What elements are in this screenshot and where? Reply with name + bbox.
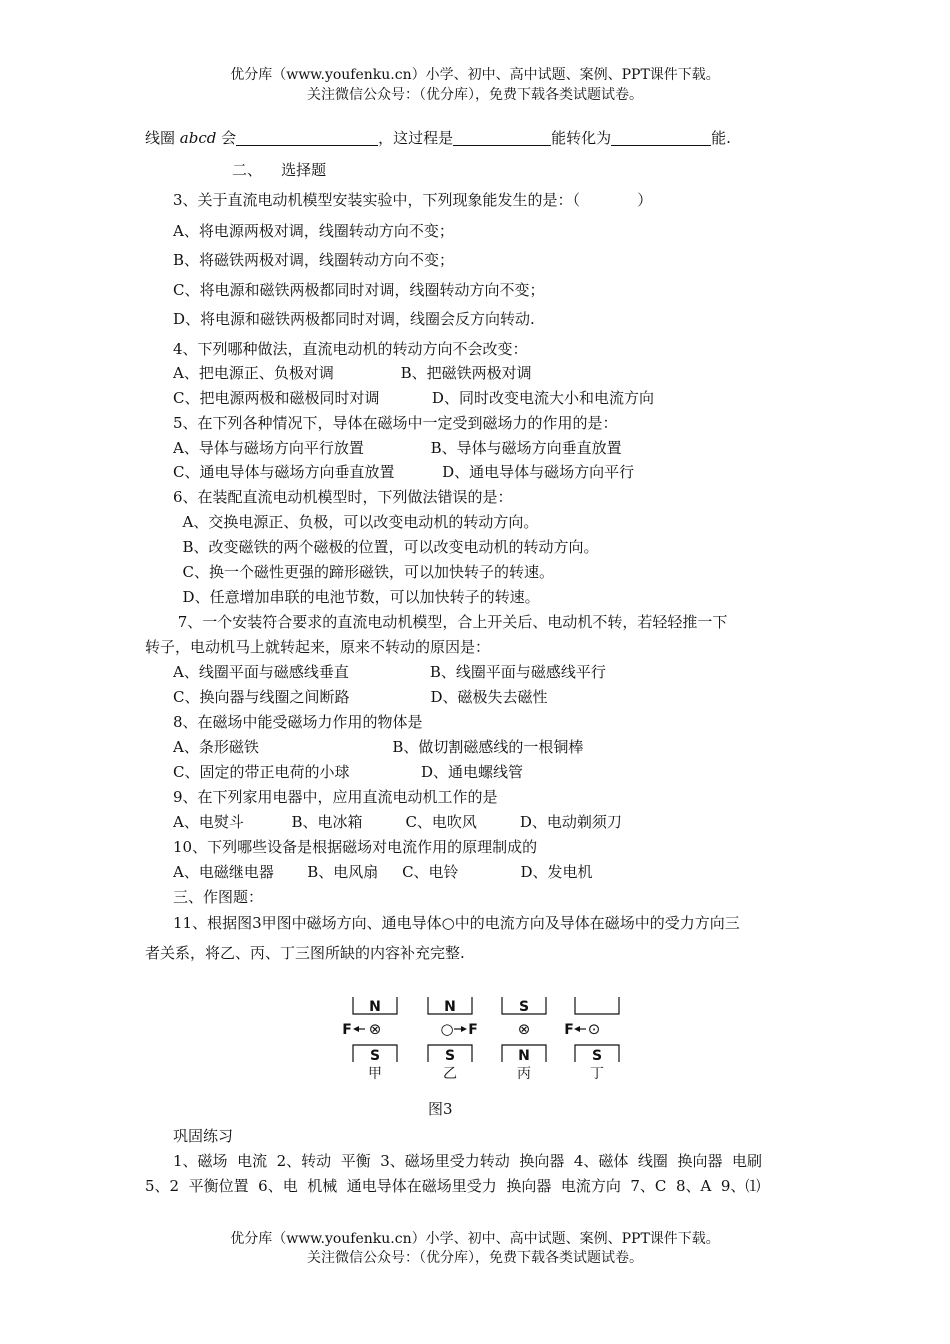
question-3-option-a: A、将电源两极对调，线圈转动方向不变； xyxy=(173,222,454,240)
pole-bottom-ding: S xyxy=(591,1048,603,1064)
coil-name: abcd xyxy=(179,129,217,147)
figure-3-svg xyxy=(335,990,635,1085)
magnet-top-ding xyxy=(575,997,619,1014)
page-header-line1: 优分库（www.youfenku.cn）小学、初中、高中试题、案例、PPT课件下载。 xyxy=(230,67,720,83)
conductor-bing: ⊗ xyxy=(517,1020,531,1038)
pole-bottom-yi: S xyxy=(444,1048,456,1064)
question-8-options-cd: C、固定的带正电荷的小球 D、通电螺线管 xyxy=(173,763,524,781)
arrowhead-jia xyxy=(353,1026,359,1032)
question-4-options-ab: A、把电源正、负极对调 B、把磁铁两极对调 xyxy=(173,364,532,382)
panel-label-bing: 丙 xyxy=(517,1066,531,1082)
pole-top-bing: S xyxy=(518,999,530,1015)
question-7-line1: 7、一个安装符合要求的直流电动机模型，合上开关后、电动机不转，若轻轻推一下 xyxy=(173,613,728,631)
page-header-line2: 关注微信公众号：（优分库），免费下载各类试题试卷。 xyxy=(307,87,643,103)
page-footer-line2: 关注微信公众号：（优分库），免费下载各类试题试卷。 xyxy=(307,1250,643,1266)
question-11-line2: 者关系，将乙、丙、丁三图所缺的内容补充完整. xyxy=(145,944,465,962)
force-label-ding: F xyxy=(564,1022,574,1038)
question-3: 3、关于直流电动机模型安装实验中，下列现象能发生的是：（ ） xyxy=(173,191,653,209)
question-6-option-c: C、换一个磁性更强的蹄形磁铁，可以加快转子的转速。 xyxy=(173,563,555,581)
question-7-options-cd: C、换向器与线圈之间断路 D、磁极失去磁性 xyxy=(173,688,548,706)
panel-label-ding: 丁 xyxy=(590,1066,604,1082)
arrowhead-ding xyxy=(574,1026,580,1032)
question-10: 10、下列哪些设备是根据磁场对电流作用的原理制成的 xyxy=(173,838,538,856)
question-7-line2: 转子，电动机马上就转起来，原来不转动的原因是： xyxy=(145,638,491,656)
question-6-option-d: D、任意增加串联的电池节数，可以加快转子的转速。 xyxy=(173,588,540,606)
question-4: 4、下列哪种做法，直流电动机的转动方向不会改变： xyxy=(173,340,528,358)
question-6-option-a: A、交换电源正、负极，可以改变电动机的转动方向。 xyxy=(173,513,539,531)
blank-1 xyxy=(236,129,378,146)
section-heading-choice: 二、 选择题 xyxy=(232,161,327,179)
conductor-jia: ⊗ xyxy=(368,1020,382,1038)
page-footer-line1: 优分库（www.youfenku.cn）小学、初中、高中试题、案例、PPT课件下载。 xyxy=(230,1231,720,1247)
question-4-options-cd: C、把电源两极和磁极同时对调 D、同时改变电流大小和电流方向 xyxy=(173,389,654,407)
fill-prefix: 线圈 xyxy=(145,129,180,147)
question-7-options-ab: A、线圈平面与磁感线垂直 B、线圈平面与磁感线平行 xyxy=(173,663,606,681)
answers-title: 巩固练习 xyxy=(173,1127,234,1145)
fill-part2: ，这过程是 xyxy=(378,129,454,147)
question-10-options: A、电磁继电器 B、电风扇 C、电铃 D、发电机 xyxy=(173,863,593,881)
blank-3 xyxy=(611,129,711,146)
question-6-option-b: B、改变磁铁的两个磁极的位置，可以改变电动机的转动方向。 xyxy=(173,538,599,556)
question-5-options-ab: A、导体与磁场方向平行放置 B、导体与磁场方向垂直放置 xyxy=(173,439,622,457)
figure-3 xyxy=(335,990,635,1085)
question-8-options-ab: A、条形磁铁 B、做切割磁感线的一根铜棒 xyxy=(173,738,584,756)
panel-label-jia: 甲 xyxy=(368,1066,382,1082)
fill-part3: 能转化为 xyxy=(551,129,612,147)
force-label-jia: F xyxy=(342,1022,352,1038)
fill-part4: 能. xyxy=(711,129,731,147)
question-3-option-c: C、将电源和磁铁两极都同时对调，线圈转动方向不变； xyxy=(173,281,545,299)
answers-line1: 1、磁场 电流 2、转动 平衡 3、磁场里受力转动 换向器 4、磁体 线圈 换向器 电刷 xyxy=(173,1152,763,1170)
question-3-option-d: D、将电源和磁铁两极都同时对调，线圈会反方向转动. xyxy=(173,310,535,328)
question-11-line1: 11、根据图3甲图中磁场方向、通电导体○中的电流方向及导体在磁场中的受力方向三 xyxy=(173,914,740,932)
arrowhead-yi xyxy=(461,1026,467,1032)
question-8: 8、在磁场中能受磁场力作用的物体是 xyxy=(173,713,423,731)
pole-top-yi: N xyxy=(444,999,456,1015)
pole-top-jia: N xyxy=(369,999,381,1015)
conductor-ding: ⊙ xyxy=(587,1020,601,1038)
panel-label-yi: 乙 xyxy=(443,1066,457,1082)
question-5-options-cd: C、通电导体与磁场方向垂直放置 D、通电导体与磁场方向平行 xyxy=(173,463,635,481)
fill-in-line xyxy=(145,128,731,148)
conductor-yi: ○ xyxy=(440,1020,454,1038)
answers-line2: 5、2 平衡位置 6、电 机械 通电导体在磁场里受力 换向器 电流方向 7、C 8、A 9、⑴ xyxy=(145,1177,761,1195)
blank-2 xyxy=(453,129,551,146)
question-6: 6、在装配直流电动机模型时，下列做法错误的是： xyxy=(173,488,513,506)
section-heading-drawing: 三、作图题： xyxy=(173,888,264,906)
pole-bottom-jia: S xyxy=(369,1048,381,1064)
pole-bottom-bing: N xyxy=(518,1048,530,1064)
figure-caption: 图3 xyxy=(428,1100,453,1118)
question-9: 9、在下列家用电器中，应用直流电动机工作的是 xyxy=(173,788,498,806)
question-3-option-b: B、将磁铁两极对调，线圈转动方向不变； xyxy=(173,251,455,269)
question-9-options: A、电熨斗 B、电冰箱 C、电吹风 D、电动剃须刀 xyxy=(173,813,622,831)
question-5: 5、在下列各种情况下，导体在磁场中一定受到磁场力的作用的是： xyxy=(173,414,618,432)
force-label-yi: F xyxy=(468,1022,478,1038)
fill-part1: 会 xyxy=(216,129,237,147)
